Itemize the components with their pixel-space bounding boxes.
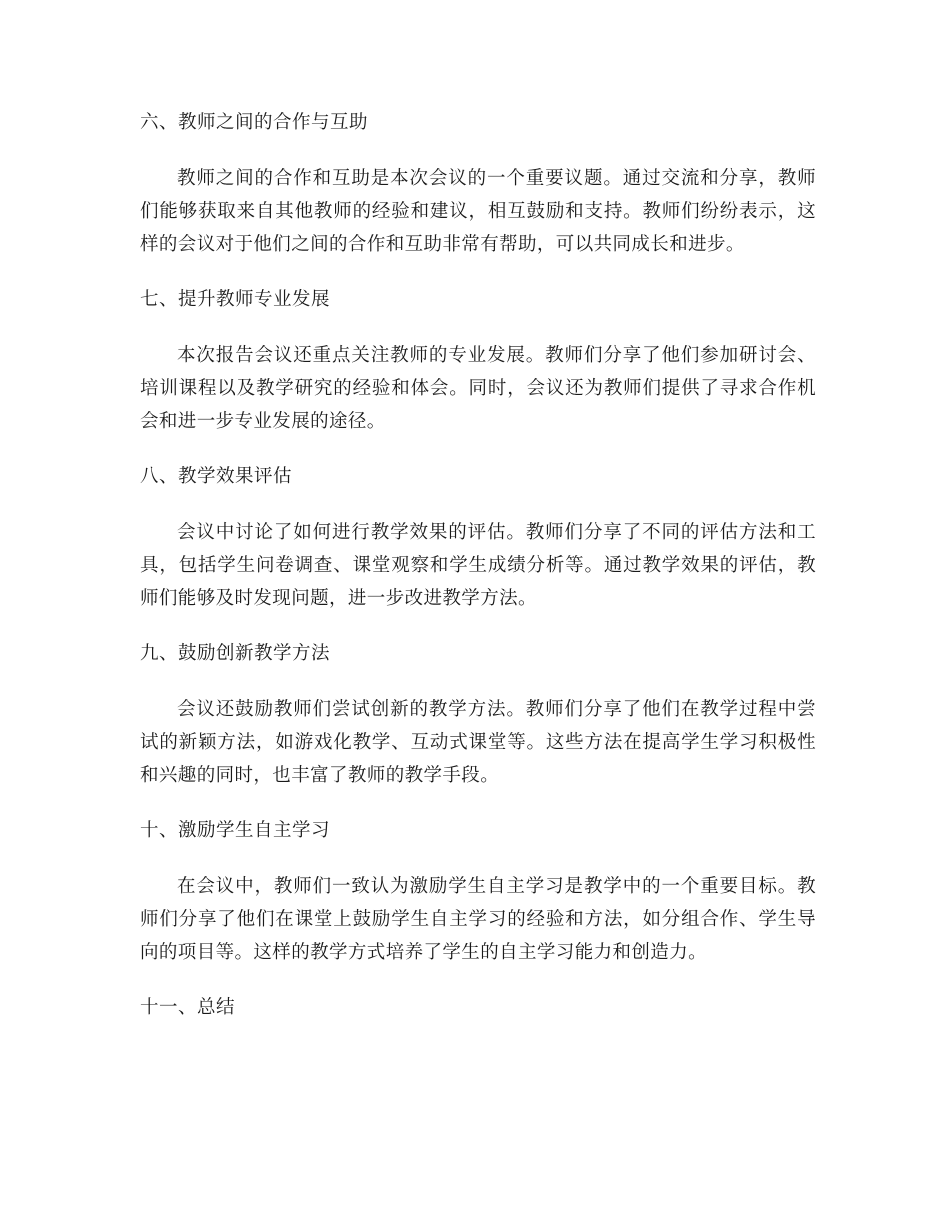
document-body (140, 108, 816, 1047)
section-heading: 八、教学效果评估 (140, 466, 293, 487)
section-paragraph: 本次报告会议还重点关注教师的专业发展。教师们分享了他们参加研讨会、培训课程以及教学研究的经验和体会。同时，会议还为教师们提供了寻求合作机会和进一步专业发展的途径。 (140, 345, 816, 432)
section-heading: 九、鼓励创新教学方法 (140, 643, 331, 664)
section-paragraph: 会议中讨论了如何进行教学效果的评估。教师们分享了不同的评估方法和工具，包括学生问卷调查、课堂观察和学生成绩分析等。通过教学效果的评估，教师们能够及时发现问题，进一步改进教学方法。 (140, 522, 816, 609)
section-paragraph: 教师之间的合作和互助是本次会议的一个重要议题。通过交流和分享，教师们能够获取来自其他教师的经验和建议，相互鼓励和支持。教师们纷纷表示，这样的会议对于他们之间的合作和互助非常有帮助，可以共同成长和进步。 (140, 168, 816, 255)
section-heading: 六、教师之间的合作与互助 (140, 112, 369, 133)
section-heading: 十一、总结 (140, 997, 236, 1018)
section-heading: 七、提升教师专业发展 (140, 289, 331, 310)
section-heading: 十、激励学生自主学习 (140, 820, 331, 841)
section-paragraph: 会议还鼓励教师们尝试创新的教学方法。教师们分享了他们在教学过程中尝试的新颖方法，如游戏化教学、互动式课堂等。这些方法在提高学生学习积极性和兴趣的同时，也丰富了教师的教学手段。 (140, 699, 816, 786)
section-paragraph: 在会议中，教师们一致认为激励学生自主学习是教学中的一个重要目标。教师们分享了他们在课堂上鼓励学生自主学习的经验和方法，如分组合作、学生导向的项目等。这样的教学方式培养了学生的自主学习能力和创造力。 (140, 876, 816, 963)
